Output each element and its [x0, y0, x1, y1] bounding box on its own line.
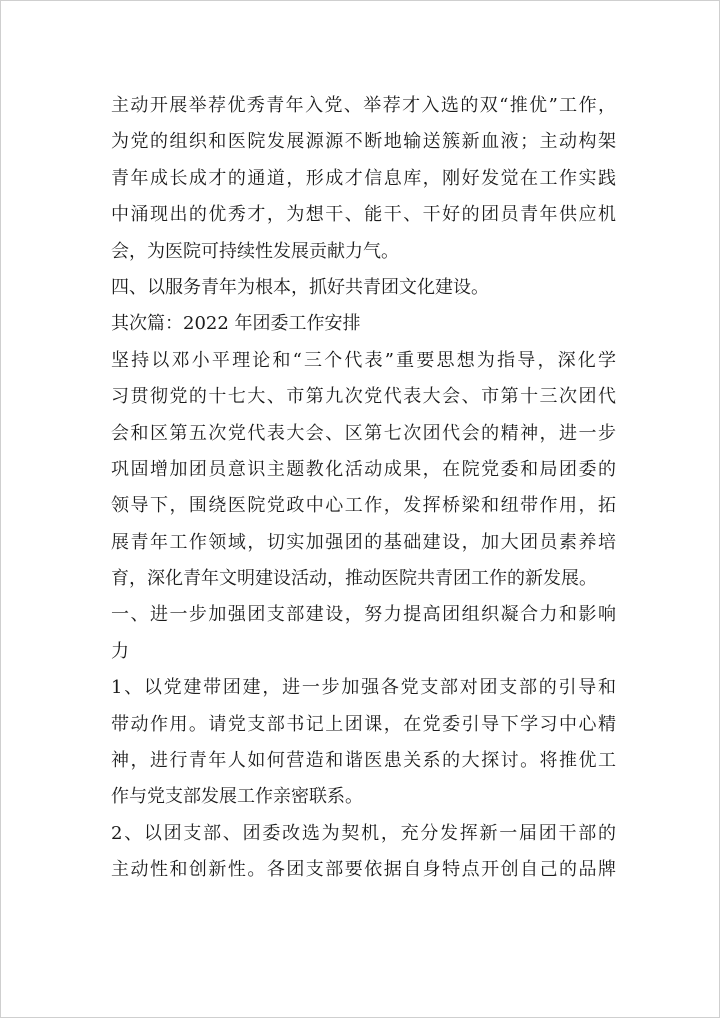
text-line: 为党的组织和医院发展源源不断地输送簇新血液；主动构架	[111, 131, 616, 153]
text-line: 青年成长成才的通道，形成才信息库，刚好发觉在工作实践	[111, 167, 616, 189]
paragraph-recommend-youth	[111, 88, 616, 270]
text-line: 作与党支部发展工作亲密联系。	[111, 786, 363, 808]
section-heading-4	[111, 270, 616, 306]
text-line: 中涌现出的优秀才，为想干、能干、干好的团员青年供应机	[111, 204, 616, 226]
text-line: 育，深化青年文明建设活动，推动医院共青团工作的新发展。	[111, 568, 597, 590]
text-line: 其次篇：2022 年团委工作安排	[111, 313, 361, 335]
text-line: 会和区第五次党代表大会、区第七次团代会的精神，进一步	[111, 422, 616, 444]
text-line: 力	[111, 640, 129, 662]
text-line: 1、以党建带团建，进一步加强各党支部对团支部的引导和	[111, 677, 616, 699]
text-line: 会，为医院可持续性发展贡献力气。	[111, 240, 399, 262]
section-heading-1	[111, 597, 616, 670]
text-line: 带动作用。请党支部书记上团课，在党委引导下学习中心精	[111, 713, 616, 735]
text-line: 主动性和创新性。各团支部要依据自身特点开创自己的品牌	[111, 859, 616, 881]
text-line: 主动开展举荐优秀青年入党、举荐才入选的双“推优”工作，	[111, 95, 616, 116]
text-line: 2、以团支部、团委改选为契机，充分发挥新一届团干部的	[111, 822, 616, 844]
text-line: 一、进一步加强团支部建设，努力提高团组织凝合力和影响	[111, 604, 616, 626]
list-item-1	[111, 670, 616, 816]
text-line: 展青年工作领域，切实加强团的基础建设，加大团员素养培	[111, 531, 616, 553]
text-line: 领导下，围绕医院党政中心工作，发挥桥梁和纽带作用，拓	[111, 495, 616, 517]
text-line: 习贯彻党的十七大、市第九次党代表大会、市第十三次团代	[111, 386, 616, 408]
text-line: 四、以服务青年为根本，抓好共青团文化建设。	[111, 276, 489, 298]
document-body	[111, 88, 616, 889]
paragraph-guiding-thought	[111, 343, 616, 598]
article-title	[111, 306, 616, 342]
list-item-2	[111, 816, 616, 889]
text-line: 巩固增加团员意识主题教化活动成果，在院党委和局团委的	[111, 458, 616, 480]
text-line: 坚持以邓小平理论和“三个代表”重要思想为指导，深化学	[111, 349, 616, 371]
text-line: 神，进行青年人如何营造和谐医患关系的大探讨。将推优工	[111, 750, 616, 772]
